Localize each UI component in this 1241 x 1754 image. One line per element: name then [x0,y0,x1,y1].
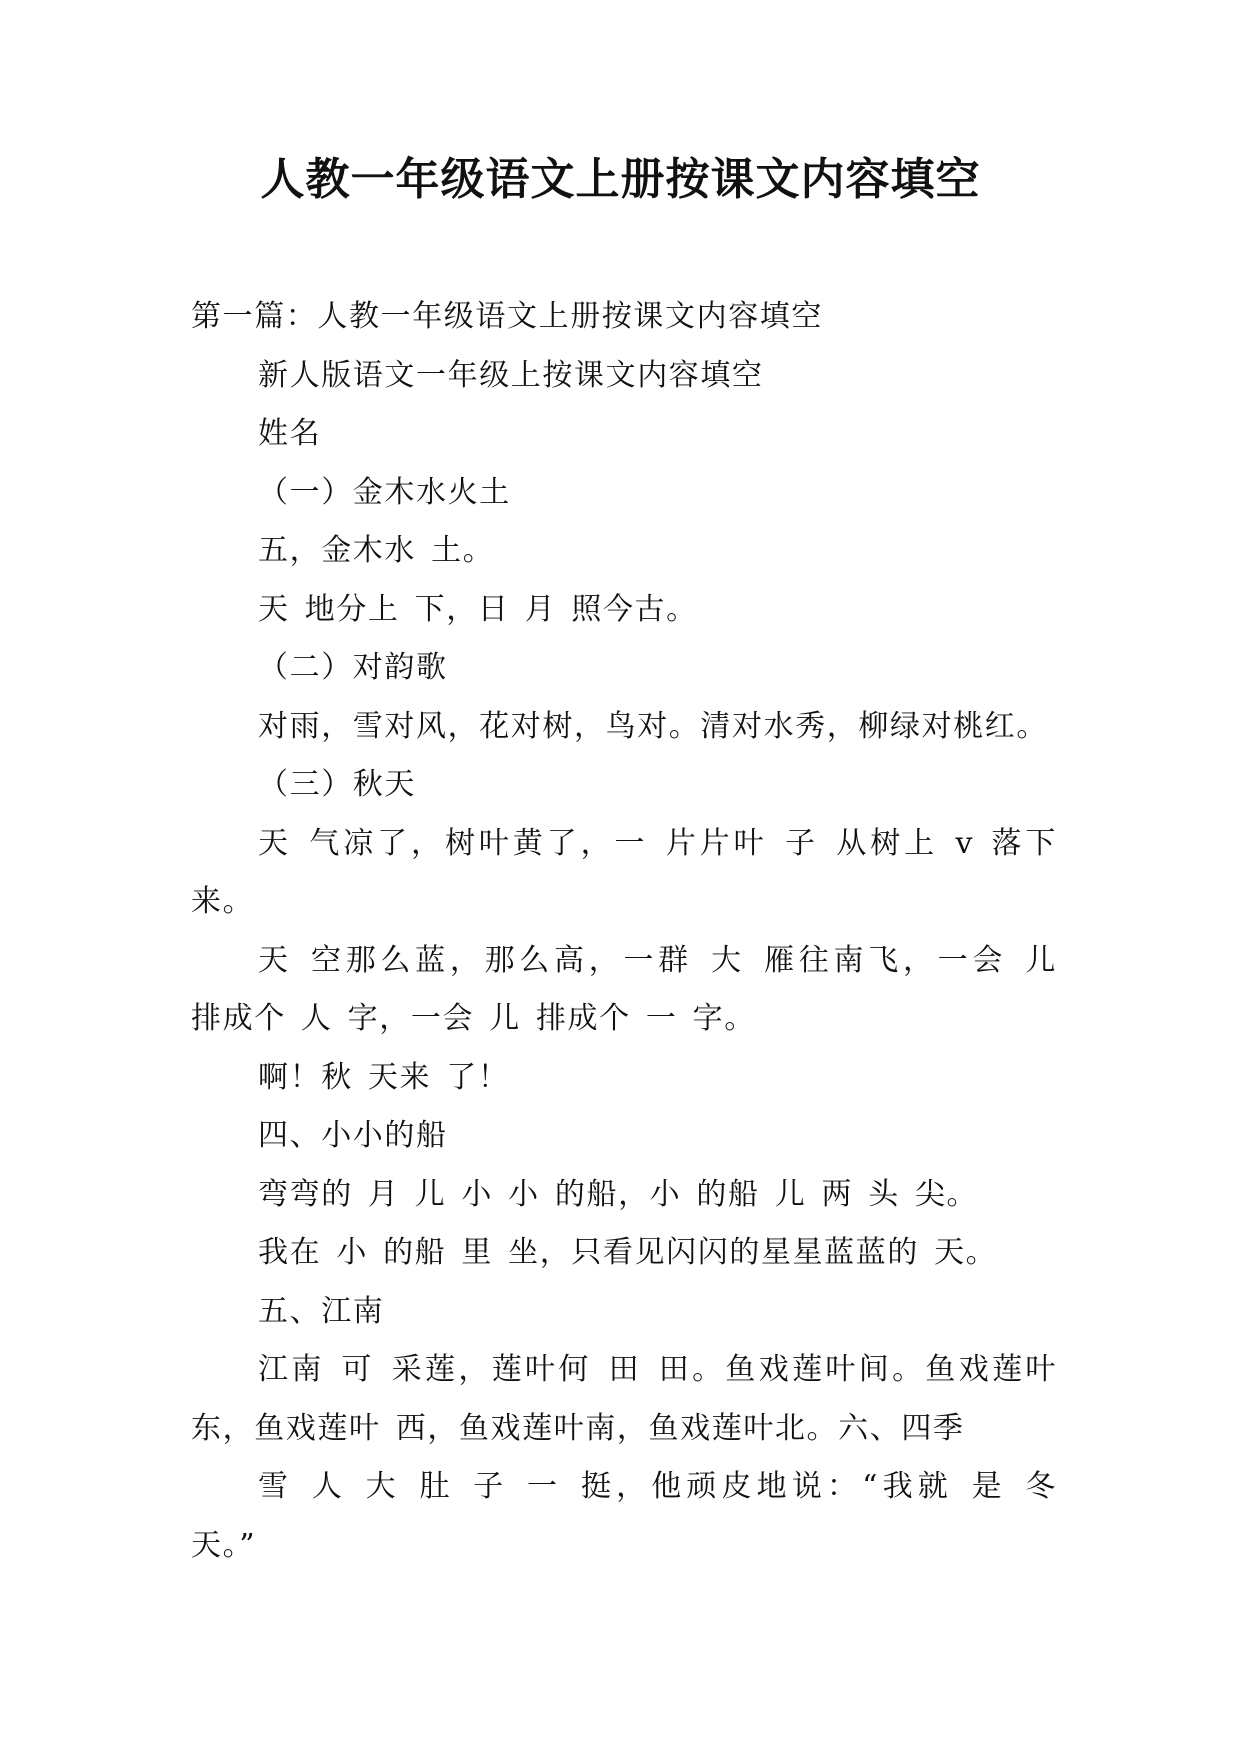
lesson-3-line: 天 空那么蓝，那么高，一群 大 雁往南飞，一会 儿 [258,942,1057,978]
section-heading: 第一篇：人教一年级语文上册按课文内容填空 [191,299,823,334]
lesson-3-line: 来。 [191,884,255,919]
lesson-heading-5: 五、江南 [258,1293,385,1329]
lesson-5-line: 江南 可 采莲，莲叶何 田 田。鱼戏莲叶间。鱼戏莲叶 [258,1352,1057,1387]
subtitle: 新人版语文一年级上按课文内容填空 [258,357,764,393]
lesson-heading-1: （一）金木水火土 [258,474,511,510]
lesson-6-line: 天。” [191,1527,257,1563]
lesson-3-line: 天 气凉了，树叶黄了，一 片片叶 子 从树上 v 落下 [258,825,1057,861]
document-title: 人教一年级语文上册按课文内容填空 [260,154,981,205]
lesson-3-line: 排成个 人 字，一会 儿 排成个 一 字。 [191,1001,756,1036]
document-body [191,288,1057,1575]
lesson-heading-4: 四、小小的船 [258,1118,448,1153]
lesson-1-line: 天 地分上 下，日 月 照今古。 [258,591,698,627]
lesson-3-line: 啊！秋 天来 了！ [258,1059,510,1095]
lesson-heading-3: （三）秋天 [258,767,416,802]
lesson-heading-2: （二）对韵歌 [258,650,448,685]
lesson-4-line: 我在 小 的船 里 坐，只看见闪闪的星星蓝蓝的 天。 [258,1235,998,1270]
lesson-2-line: 对雨，雪对风，花对树，鸟对。清对水秀，柳绿对桃红。 [258,708,1048,744]
lesson-6-line: 雪 人 大 肚 子 一 挺，他顽皮地说：“我就 是 冬 [258,1469,1057,1504]
name-label: 姓名 [258,416,322,451]
lesson-1-line: 五，金木水 土。 [258,533,495,568]
lesson-4-line: 弯弯的 月 儿 小 小 的船，小 的船 儿 两 头 尖。 [258,1176,979,1212]
lesson-5-line: 东，鱼戏莲叶 西，鱼戏莲叶南，鱼戏莲叶北。六、四季 [191,1410,965,1446]
